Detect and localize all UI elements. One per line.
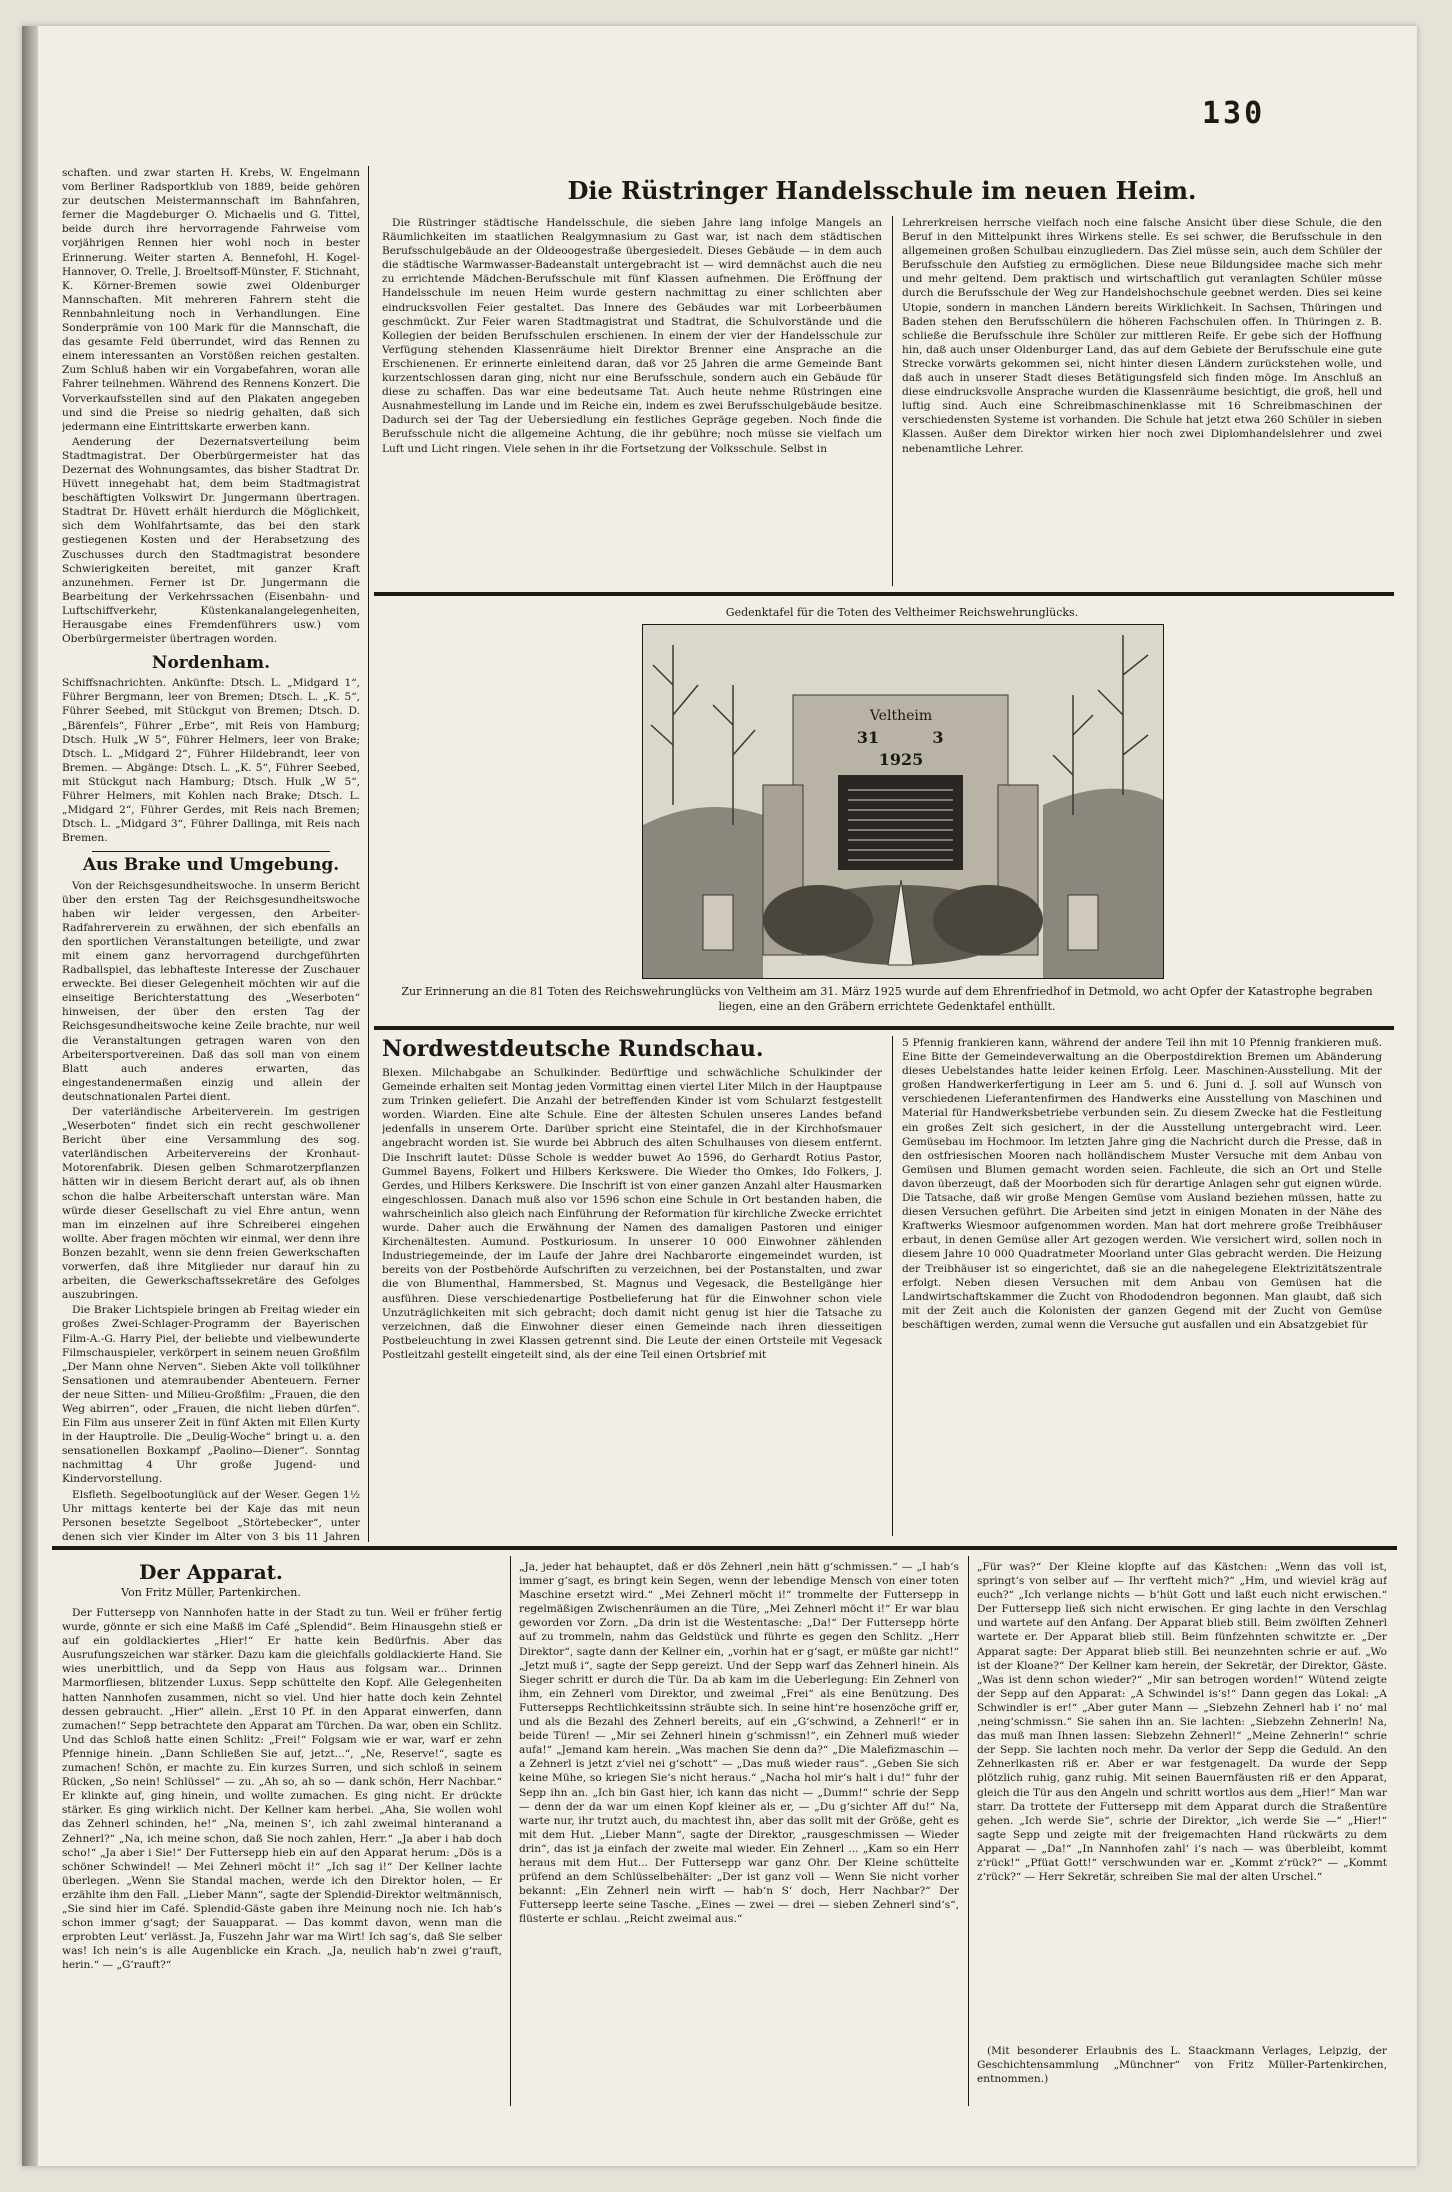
column-rule xyxy=(968,1556,969,2106)
nordenham-heading: Nordenham. xyxy=(151,653,271,674)
stone-year: 1925 xyxy=(878,750,924,769)
column-rule xyxy=(510,1556,511,2106)
rundschau-text-1: Blexen. Milchabgabe an Schulkinder. Bedürftige und schwächliche Schulkinder der Gemeinde erhalten seit Montag jeden Vormittag einen viertel Liter Milch in der Hauptpause zum Trinken geliefert. Die Anzahl der betreffenden Kinder ist vom Schularzt festgestellt worden. Wiarden. Eine alte Schule. Eine der ältesten Schulen unseres Landes befand jedenfalls in unserem Orte. Darüber spricht eine Steintafel, die in der Kirchhofsmauer angebracht worden ist. Sie wurde bei Abbruch des alten Schulhauses von diesem entfernt. Die Inschrift lautet: Düsse Schole is wedder buwet Ao 1596, do Gerhardt Rotius Pastor, Gummel Bayens, Folkert und Hilbers Kerkswere. Die Wieder tho Omkes, Ido Folkers, J. Gerdes, und Hilbers Kerkswere. Die Inschrift ist von einer ganzen Anzahl alter Hausmarken eingeschlossen. Danach muß also vor 1596 schon eine Schule in Ort bestanden haben, die wahrscheinlich also gleich nach Einführung der Reformation für kirchliche Zwecke errichtet wurde. Daher auch die Erwähnung der Namen des damaligen Pastoren und einiger Kirchenältesten. Aumund. Postkuriosum. In unserer 10 000 Einwohner zählenden Industriegemeinde, der im Laufe der Jahre drei Nachbarorte eingemeindet wurden, ist bereits von der Postbehörde Aufschriften zu verzeichnen, bei der Postanstalten, und zwar die von Blumenthal, Hammersbed, St. Magnus und Vegesack, die Bestellgänge hier ausführen. Diese verschiedenartige Postbelieferung hat für die Einwohner schon viele Unzuträglichkeiten mit sich gebracht; doch damit nicht genug ist hier die Tatsache zu verzeichnen, daß die Einwohner dieser einen Gemeinde nach ihren diesseitigen Postbeleuchtung in zwei Klassen getrennt sind. Die Leute der einen Ortsteile mit Vegesack Postleitzahl gestellt eingeteilt sind, als der eine Teil einen Ortsbrief mit xyxy=(382,1067,882,1361)
divider xyxy=(92,851,330,852)
plaque xyxy=(838,775,963,870)
elsfleth-boat-accident: Elsfleth. Segelbootunglück auf der Weser. Gegen 1½ Uhr mittags kenterte bei der Kaje das mit neun Personen besetzte Segelboot „Störtebecker“, unter denen sich vier Kinder im Alter von 3 bis 11 Jahren xyxy=(62,1488,360,1542)
brake-health-week: Von der Reichsgesundheitswoche. In unserm Bericht über den ersten Tag der Reichsgesundheitswoche haben wir leider vergessen, den Arbeiter-Radfahrerverein zu erwähnen, der sich ebenfalls an den sportlichen Veranstaltungen beteiligte, und zwar mit einem ganz hervorragend durchgeführten Radballspiel, das lebhafteste Interesse der Zuschauer erweckte. Bei dieser Gelegenheit möchten wir auf die einseitige Berichterstattung des „Weserboten“ hinweisen, der über den ersten Tag der Reichsgesundheitswoche keine Zeile brachte, nur weil die Veranstaltungen getragen waren von den Arbeitersportvereinen. Daß das soll man von einem Blatt auch anderes erwarten, das eingestandenermaßen einzig und allein der deutschnationalen Partei dient. xyxy=(62,879,360,1103)
section-rule xyxy=(374,1026,1394,1030)
page-binding-edge xyxy=(22,26,38,2166)
handelsschule-text-2: Lehrerkreisen herrsche vielfach noch eine falsche Ansicht über diese Schule, die den Beruf in den Mittelpunkt ihres Wirkens stelle. Es sei schwer, die Berufsschule in den allgemeinen großen Schulbau einzugliedern. Das Ziel müsse sein, auch dem Schüler der Berufsschule den Aufstieg zu ermöglichen. Diese neue Bildungsidee mache sich mehr und mehr geltend. Dem praktisch und wirtschaftlich gut veranlagten Schüler müsse durch die Berufsschule der Weg zur Handelshochschule geebnet werden. Dies sei keine Utopie, sondern in manchen Ländern bereits Wirklichkeit. In Sachsen, Thüringen und Baden stehen den Berufsschülern die höheren Fachschulen offen. In Thüringen z. B. schließe die Berufsschule ihre Schüler zur mittleren Reife. Er gebe sich der Hoffnung hin, daß auch unser Oldenburger Land, das auf dem Gebiete der Berufsschule eine gute Strecke vorwärts gekommen sei, nicht hinter diesen Ländern zurückstehen wolle, und daß auch in unserer Stadt dieses Betätigungsfeld sich finden möge. Im Anschluß an diese eindrucksvolle Ansprache wurden die Klassenräume besichtigt, die groß, hell und luftig sind. Auch eine Schreibmaschinenklasse mit 16 Schreibmaschinen der verschiedensten Systeme ist vorhanden. Die Schule hat jetzt etwa 260 Schüler in sieben Klassen. Außer dem Direktor wirken hier noch zwei Diplomhandelslehrer und zwei nebenamtliche Lehrer. xyxy=(902,217,1382,455)
apparat-credit xyxy=(977,2044,1387,2104)
handelsschule-text-1: Die Rüstringer städtische Handelsschule, die sieben Jahre lang infolge Mangels an Räumlichkeiten im staatlichen Realgymnasium zu Gast war, ist nach dem städtischen Berufsschulgebäude an der Oldeoogestraße übergesiedelt. Dieses Gebäude — in dem auch die städtische Warmwasser-Badeanstalt untergebracht ist — wird demnächst auch die neu zu errichtende Mädchen-Berufsschule mit fünf Klassen aufnehmen. Die Eröffnung der Handelsschule im neuen Heim wurde gestern nachmittag zu einer schlichten aber eindrucksvollen Feier gestaltet. Das Innere des Gebäudes war mit Lorbeerbäumen geschmückt. Zur Feier waren Stadtmagistrat und Stadtrat, die Schulvorstände und die Kollegien der beiden Berufsschulen erschienen. In einem der vier der Handelsschule zur Verfügung stehenden Klassenräume hielt Direktor Brenner eine Ansprache an die Erschienenen. Er erinnerte einleitend daran, daß vor 25 Jahren die arme Gemeinde Bant kurzentschlossen daran ging, nicht nur eine Berufsschule, sondern auch ein Gebäude für diese zu schaffen. Das war eine bedeutsame Tat. Auch heute nehme Rüstringen eine Ausnahmestellung im Lande und im Reiche ein, indem es zwei Berufsschulgebäude besitze. Dadurch sei der Tag der Uebersiedlung ein festliches Gepräge gegeben. Noch finde die Berufsschule nicht die allgemeine Achtung, die ihr gebühre; noch müsse sie vielfach um Luft und Licht ringen. Viele sehen in ihr die Fortsetzung der Volksschule. Selbst in xyxy=(382,217,882,455)
rundschau-col-1 xyxy=(382,1066,882,1536)
feuilleton-rule xyxy=(52,1546,1397,1550)
memorial-photo xyxy=(642,624,1164,979)
apparat-heading: Der Apparat. xyxy=(139,1560,283,1584)
rundschau-col-2 xyxy=(902,1036,1382,1536)
memorial-illustration xyxy=(643,625,1163,978)
rundschau-text-2: 5 Pfennig frankieren kann, während der andere Teil ihn mit 10 Pfennig frankieren muß. Eine Bitte der Gemeindeverwaltung an die Oberpostdirektion Bremen um Abänderung dieses Uebelstandes hatte leider keinen Erfolg. Leer. Maschinen-Ausstellung. Mit der großen Handwerkerfertigung in Leer am 5. und 6. Juni d. J. soll auf Wunsch von verschiedenen Lieferantenfirmen des Handwerks eine Ausstellung von Maschinen und Material für Handwerksbetriebe verbunden sein. Zu diesem Zwecke hat die Festleitung ein großes Zelt sich gesichert, in der die Ausstellung untergebracht wird. Leer. Gemüsebau im Hochmoor. Im letzten Jahre ging die Nachricht durch die Presse, daß in den ostfriesischen Mooren nach holländischem Muster Versuche mit dem Anbau von Gemüsen und Blumen gemacht worden seien. Fachleute, die sich an Ort und Stelle davon überzeugt, daß der Moorboden sich für derartige Anlagen sehr gut eignen würde. Die Tatsache, daß wir große Mengen Gemüse vom Ausland beziehen müssen, hatte zu diesen Versuchen geführt. Die Arbeiten sind jetzt in einigen Monaten in der Nähe des Kraftwerks Wiesmoor aufgenommen worden. Man hat dort mehrere große Treibhäuser erbaut, in denen Gemüse aller Art gezogen werden. Wie versichert wird, sollen noch in diesem Jahre 10 000 Quadratmeter Moorland unter Glas gebracht werden. Die Heizung der Treibhäuser ist so eingerichtet, daß sie an die nahegelegene Elektrizitätszentrale erfolgt. Neben diesen Versuchen mit dem Anbau von Gemüsen hat die Landwirtschaftskammer die Zucht von Rhododendron begonnen. Man glaubt, daß sich mit der Zeit auch die Kolonisten der ganzen Gegend mit der Zucht von Gemüse beschäftigen werden, zumal wenn die Versuche gut ausfallen und ein Absatzgebiet für xyxy=(902,1037,1382,1331)
nordenham-shipping: Schiffsnachrichten. Ankünfte: Dtsch. L. „Midgard 1“, Führer Bergmann, leer von Bremen; Dtsch. L. „K. 5“, Führer Seebed, mit Stückgut von Bremen; Dtsch. D. „Bärenfels“, Führer „Erbe“, mit Reis von Hamburg; Dtsch. Hulk „W 5“, Führer Helmers, leer von Brake; Dtsch. L. „Midgard 2“, Führer Hildebrandt, leer von Bremen. — Abgänge: Dtsch. L. „K. 5“, Führer Seebed, mit Stückgut nach Hamburg; Dtsch. Hulk „W 5“, Führer Helmers, mit Kohlen nach Brake; Dtsch. L. „Midgard 2“, Führer Gerdes, mit Reis nach Bremen; Dtsch. L. „Midgard 3“, Führer Dallinga, mit Reis nach Bremen. xyxy=(62,677,360,845)
page-number: 130 xyxy=(1202,96,1266,131)
section-rule xyxy=(374,592,1394,596)
brake-cinema: Die Braker Lichtspiele bringen ab Freitag wieder ein großes Zwei-Schlager-Programm der Bayerischen Film-A.-G. Harry Piel, der beliebte und vielbewunderte Filmschauspieler, verkörpert in seinem neuen Großfilm „Der Mann ohne Nerven“. Sieben Akte voll tollkühner Sensationen und atemraubender Abenteuern. Ferner der neue Sitten- und Milieu-Großfilm: „Frauen, die den Weg abirren“, oder „Frauen, die nicht lieben dürfen“. Ein Film aus unserer Zeit in fünf Akten mit Ellen Kurty in der Hauptrolle. Die „Deulig-Woche“ bringt u. a. den sensationellen Boxkampf „Paolino—Diener“. Sonntag nachmittag 4 Uhr große Jugend- und Kindervorstellung. xyxy=(62,1304,360,1486)
apparat-col-3 xyxy=(977,1560,1387,2036)
rundschau-heading: Nordwestdeutsche Rundschau. xyxy=(382,1036,764,1062)
handelsschule-col-2 xyxy=(902,216,1382,586)
handelsschule-col-1 xyxy=(382,216,882,586)
apparat-text-3: „Für was?“ Der Kleine klopfte auf das Kästchen: „Wenn das voll ist, springt‘s von selber auf — Ihr verfteht mich?“ „Hm, und wieviel kräg auf euch?“ „Ich verlange nichts — b‘hüt Gott und laßt euch nicht erwischen.“ Der Futtersepp ließ sich nicht erwischen. Er ging lachte in den Verschlag und wartete auf den Anfang. Der Apparat blieb still. Beim zwölften Zehnerl wartete er. Der Apparat blieb still. Beim fünfzehnten schwitzte er. „Der Apparat sagte: Der Apparat blieb still. Bei neunzehnten schrie er auf. „Wo ist der Kloane?“ Der Kellner kam herein, der Sekretär, der Direktor, Gäste. „Was ist denn schon wieder?“ „Mir san betrogen worden!“ Wütend zeigte der Sepp auf den Apparat: „A Schwindel is‘s!“ Dann gegen das Lokal: „A Schwindler is er!“ „Aber guter Mann — „Siebzehn Zehnerl hab i‘ no‘ mal ‚neing‘schmissn.“ Sie sahen ihn an. Sie lachten: „Siebzehn Zehnerln! Na, das muß man Ihnen lassen: Siebzehn Zehnerl!“ „Meine Zehnerln!“ schrie der Sepp. Sie lachten noch mehr. Da verlor der Sepp die Geduld. An den Zehnerlkasten riß er. Aber er war festgenagelt. Da wurde der Sepp plötzlich ruhig, ganz ruhig. Mit seinen Bauernfäusten riß er den Apparat, gleich die Tür aus den Angeln und schritt wortlos aus dem „Hier!“ Man war starr. Da trottete der Futtersepp mit dem Apparat durch die Straßentüre gehen. „Ich werde Sie“, schrie der Direktor, „ich werde Sie —“ „Hier!“ sagte Sepp und zeigte mit der freigemachten Hand rückwärts zu dem Apparat — „Da!“ „In Nannhofen zahl‘ i‘s nach — was überbleibt, kommt z‘rück!“ „Pfüat Gott!“ verschwunden war er. „Kommt z‘rück?“ — „Kommt z‘rück?“ — Herr Sekretär, schreiben Sie mal der alten Urschel.“ xyxy=(977,1561,1387,1884)
stone-date-month: 31 xyxy=(856,728,880,747)
stone-inscription: Veltheim xyxy=(869,708,933,724)
memorial-caption: Zur Erinnerung an die 81 Toten des Reichswehrunglücks von Veltheim am 31. März 1925 wurde auf dem Ehrenfriedhof in Detmold, wo acht Opfer der Katastrophe begraben liegen, eine an den Gräbern errichtete Gedenktafel enthüllt. xyxy=(401,985,1373,1013)
brake-workers-assoc: Der vaterländische Arbeiterverein. Im gestrigen „Weserboten“ findet sich ein recht geschwollener Bericht über eine Versammlung des sog. vaterländischen Arbeitervereins der Kronhaut-Motorenfabrik. Diesen gelben Schmarotzerpflanzen hätten wir in diesem Bericht derart auf, als ob ihnen schon die halbe Arbeiterschaft unterstan wäre. Man würde dieser Gesellschaft zu viel Ehre antun, wenn man im einzelnen auf ihre Schreiberei eingehen wollte. Aber fragen möchten wir einmal, wer denn ihre Bonzen bezahlt, wenn sie denn freien Gewerkschaften vorwerfen, daß ihre Mitglieder nur darauf hin zu arbeiten, die Gewerkschaftssekretäre des Gefolges auszubringen. xyxy=(62,1106,360,1302)
column-rule xyxy=(892,1036,893,1536)
brake-heading: Aus Brake und Umgebung. xyxy=(82,855,340,876)
column-rule xyxy=(368,166,369,1542)
left-column xyxy=(62,166,360,1542)
apparat-text-2: „Ja, jeder hat behauptet, daß er dös Zehnerl ‚nein hätt g‘schmissen.“ — „I hab‘s immer g‘sagt, es bringt kein Segen, wenn der lebendige Mensch von einer toten Maschine ersetzt wird.“ „Mei Zehnerl möcht i!“ trommelte der Futtersepp in regelmäßigen Zwischenräumen an die Türe, „Mei Zehnerl möcht i!“ Er war blau geworden vor Zorn. „Da drin ist die Westentasche: „Da!“ Der Futtersepp hörte auf zu trommeln, nahm das Geldstück und führte es gegen den Schlitz. „Herr Direktor“, sagte dann der Kellner ein, „vorhin hat er g‘sagt, er müßte gar nicht!“ „Jetzt muß i“, sagte der Sepp gereizt. Und der Sepp warf das Zehnerl hinein. Als Sieger schritt er durch die Tür. Da ab kam im die Ueberlegung: Ein Zehnerl von ihm, ein Zehnerl vom Direktor, und zweimal „Frei“ als eine Benützung. Des Futtersepps Rechtlichkeitssinn sträubte sich. In seine hint‘re hosenzöche griff er, und als die Bezahl des Zehnerl bereits, auf ein „G‘schwind, a Zehnerl!“ er in beide Türen! — „Mir sei Zehnerl hinein g‘schmissn!“, ein Zehnerl muß wieder aufa!“ „Jemand kam herein. „Was machen Sie denn da?“ „Die Malefizmaschin — a Zehnerl is jetzt z‘viel nei g‘schott“ — „Das muß wieder raus“. „Geben Sie sich keine Mühe, so kriegen Sie‘s nicht heraus.“ „Nacha hol mir‘s halt i du!“ fuhr der Sepp ihn an. „Ich bin Gast hier, ich kann das nicht — „Dumm!“ schrie der Sepp — denn der da war um einen Kopf kleiner als er, — „Du g‘sichter Aff du!“ Na, warte nur, ihr trutzt auch, du machtest ihn, aber das sollt mit der Größe, geht es mit dem Hut. „Lieber Mann“, sagte der Direktor, „rausgeschmissen — Wieder drin“, das ist ja einfach der zweite mal wieder. Ein Zehnerl ... „Kam so ein Herr heraus mit dem Hut... Der Futtersepp war ganz Ohr. Der Kleine schüttelte prüfend an dem Schlüsselbehälter: „Der ist ganz voll — Wenn Sie nicht vorher bekannt: „Ein Zehnerl nein wirft — hab‘n S‘ doch, Herr Nachbar?“ Der Futtersepp leerte seine Tasche. „Eines — zwei — drei — sieben Zehnerl sind‘s“, flüsterte er schlau. „Reicht zweimal aus.“ xyxy=(519,1561,959,1926)
stone-date-day: 3 xyxy=(932,728,944,747)
apparat-credit-text: (Mit besonderer Erlaubnis des L. Staackmann Verlages, Leipzig, der Geschichtensammlung „Münchner“ von Fritz Müller-Partenkirchen, entnommen.) xyxy=(977,2045,1387,2086)
apparat-text-1: Der Futtersepp von Nannhofen hatte in der Stadt zu tun. Weil er früher fertig wurde, gönnte er sich eine Maßß im Café „Splendid“. Beim Hinausgehn stieß er auf ein goldlackiertes „Hier!“ Er hatte kein Bedürfnis. Aber das Ausrufungszeichen war stärker. Dazu kam die gleichfalls goldlackierte Hand. Sie wies unerbittlich, und da Sepp von Haus aus folgsam war... Drinnen Marmorfliesen, blitzender Luxus. Sepp schüttelte den Kopf. Alle Gelegenheiten hatten Nannhofen zusammen, nicht so viel. Und hier hatte doch kein Zehntel dessen gebraucht. „Hier“ allein. „Erst 10 Pf. in den Apparat einwerfen, dann zumachen!“ Sepp betrachtete den Apparat am Türchen. Da war, oben ein Schlitz. Und das Schloß hatte einen Schlitz: „Frei!“ Folgsam wie er war, warf er zehn Pfennige hinein. „Dann Schließen Sie auf, jetzt...“, „Ne, Reserve!“, sagte es zumachen! Schön, er machte zu. Ein kurzes Surren, und sich schloß in seinem Rücken, „So nein! Schlüssel“ — zu. „Ah so, ah so — dank schön, Herr Nachbar.“ Er klinkte auf, ging hinein, und wollte zumachen. Es ging nicht. Er drückte stärker. Es ging wirklich nicht. Der Kellner kam herbei. „Aha, Sie wollen wohl das Zehnerl schinden, he!“ „Na, meinen S‘, ich zahl zweimal hinteranand a Zehnerl?“ „Na, ich meine schon, daß Sie noch zahlen, Herr.“ „Ja aber i hab doch scho!“ „Ja aber i Sie!“ Der Futtersepp hieb ein auf den Apparat herum: „Dös is a schöner Schwindel! — Mei Zehnerl möcht i!“ „Ich sag i!“ Der Kellner lachte überlegen. „Wenn Sie Standal machen, werde ich den Direktor holen, — Er erzählte ihm den Fall. „Lieber Mann“, sagte der Splendid-Direktor weltmännisch, „Sie sind hier im Café. Splendid-Gäste gaben ihre Meinung noch nie. Ich hab‘s schon immer g‘sagt; der Sauapparat. — Das kommt davon, wenn man die erprobten Leut‘ verlässt. Ja, Fuszehn Jahr war ma Wirt! Ich sag‘s, daß Sie selber was! Ich nein‘s is alle Augenblicke ein Krach. „Ja, neulich hab‘n zwei g‘rauft, herin.“ — „G‘rauft?“ xyxy=(62,1607,502,1972)
handelsschule-heading: Die Rüstringer Handelsschule im neuen Heim. xyxy=(567,176,1197,205)
apparat-byline: Von Fritz Müller, Partenkirchen. xyxy=(121,1586,301,1599)
cycling-article-end: schaften. und zwar starten H. Krebs, W. Engelmann vom Berliner Radsportklub von 1889, beide gehören zur deutschen Meistermannschaft im Bahnfahren, ferner die Magdeburger O. Michaelis und G. Tittel, beide durch ihre hervorragende Fahrweise vom vorjährigen Rennen hier wohl noch in bester Erinnerung. Weiter starten A. Bennefohl, H. Kogel-Hannover, O. Trelle, J. Broeltsoff-Münster, F. Stichnaht, K. Körner-Bremen sowie zwei Oldenburger Mannschaften. Mit mehreren Fahrern steht die Rennbahnleitung noch in Verhandlungen. Eine Sonderprämie von 100 Mark für die Mannschaft, die das gesamte Feld überrundet, wird das Rennen zu einem interessanten an Vorstößen reichen gestalten. Zum Schluß haben wir ein Vorgabefahren, woran alle Fahrer teilnehmen. Während des Rennens Konzert. Die Vorverkaufsstellen sind auf den Plakaten angegeben und sind die Preise so niedrig gehalten, daß sich jedermann eine Eintrittskarte erwerben kann. xyxy=(62,167,360,433)
apparat-col-1 xyxy=(62,1606,502,2106)
column-rule xyxy=(892,216,893,586)
newspaper-page xyxy=(22,26,1417,2166)
memorial-header: Gedenktafel für die Toten des Veltheimer Reichswehrunglücks. xyxy=(725,606,1079,619)
apparat-col-2 xyxy=(519,1560,959,2106)
dezernat-article: Aenderung der Dezernatsverteilung beim Stadtmagistrat. Der Oberbürgermeister hat das Dezernat des Wohnungsamtes, das bisher Stadtrat Dr. Hüvett innegehabt hat, dem beim Stadtmagistrat beschäftigten Volkswirt Dr. Jungermann übertragen. Stadtrat Dr. Hüvett erhält hierdurch die Möglichkeit, sich dem Wohlfahrtsamte, das bei den stark gestiegenen Kosten und der Herabsetzung des Zuschusses durch den Stadtmagistrat besondere Schwierigkeiten bereitet, mit ganzer Kraft anzunehmen. Ferner ist Dr. Jungermann die Bearbeitung der Verkehrssachen (Eisenbahn- und Luftschiffverkehr, Küstenkanalangelegenheiten, Herausgabe eines Fremdenführers usw.) vom Oberbürgermeister übertragen worden. xyxy=(62,435,360,646)
